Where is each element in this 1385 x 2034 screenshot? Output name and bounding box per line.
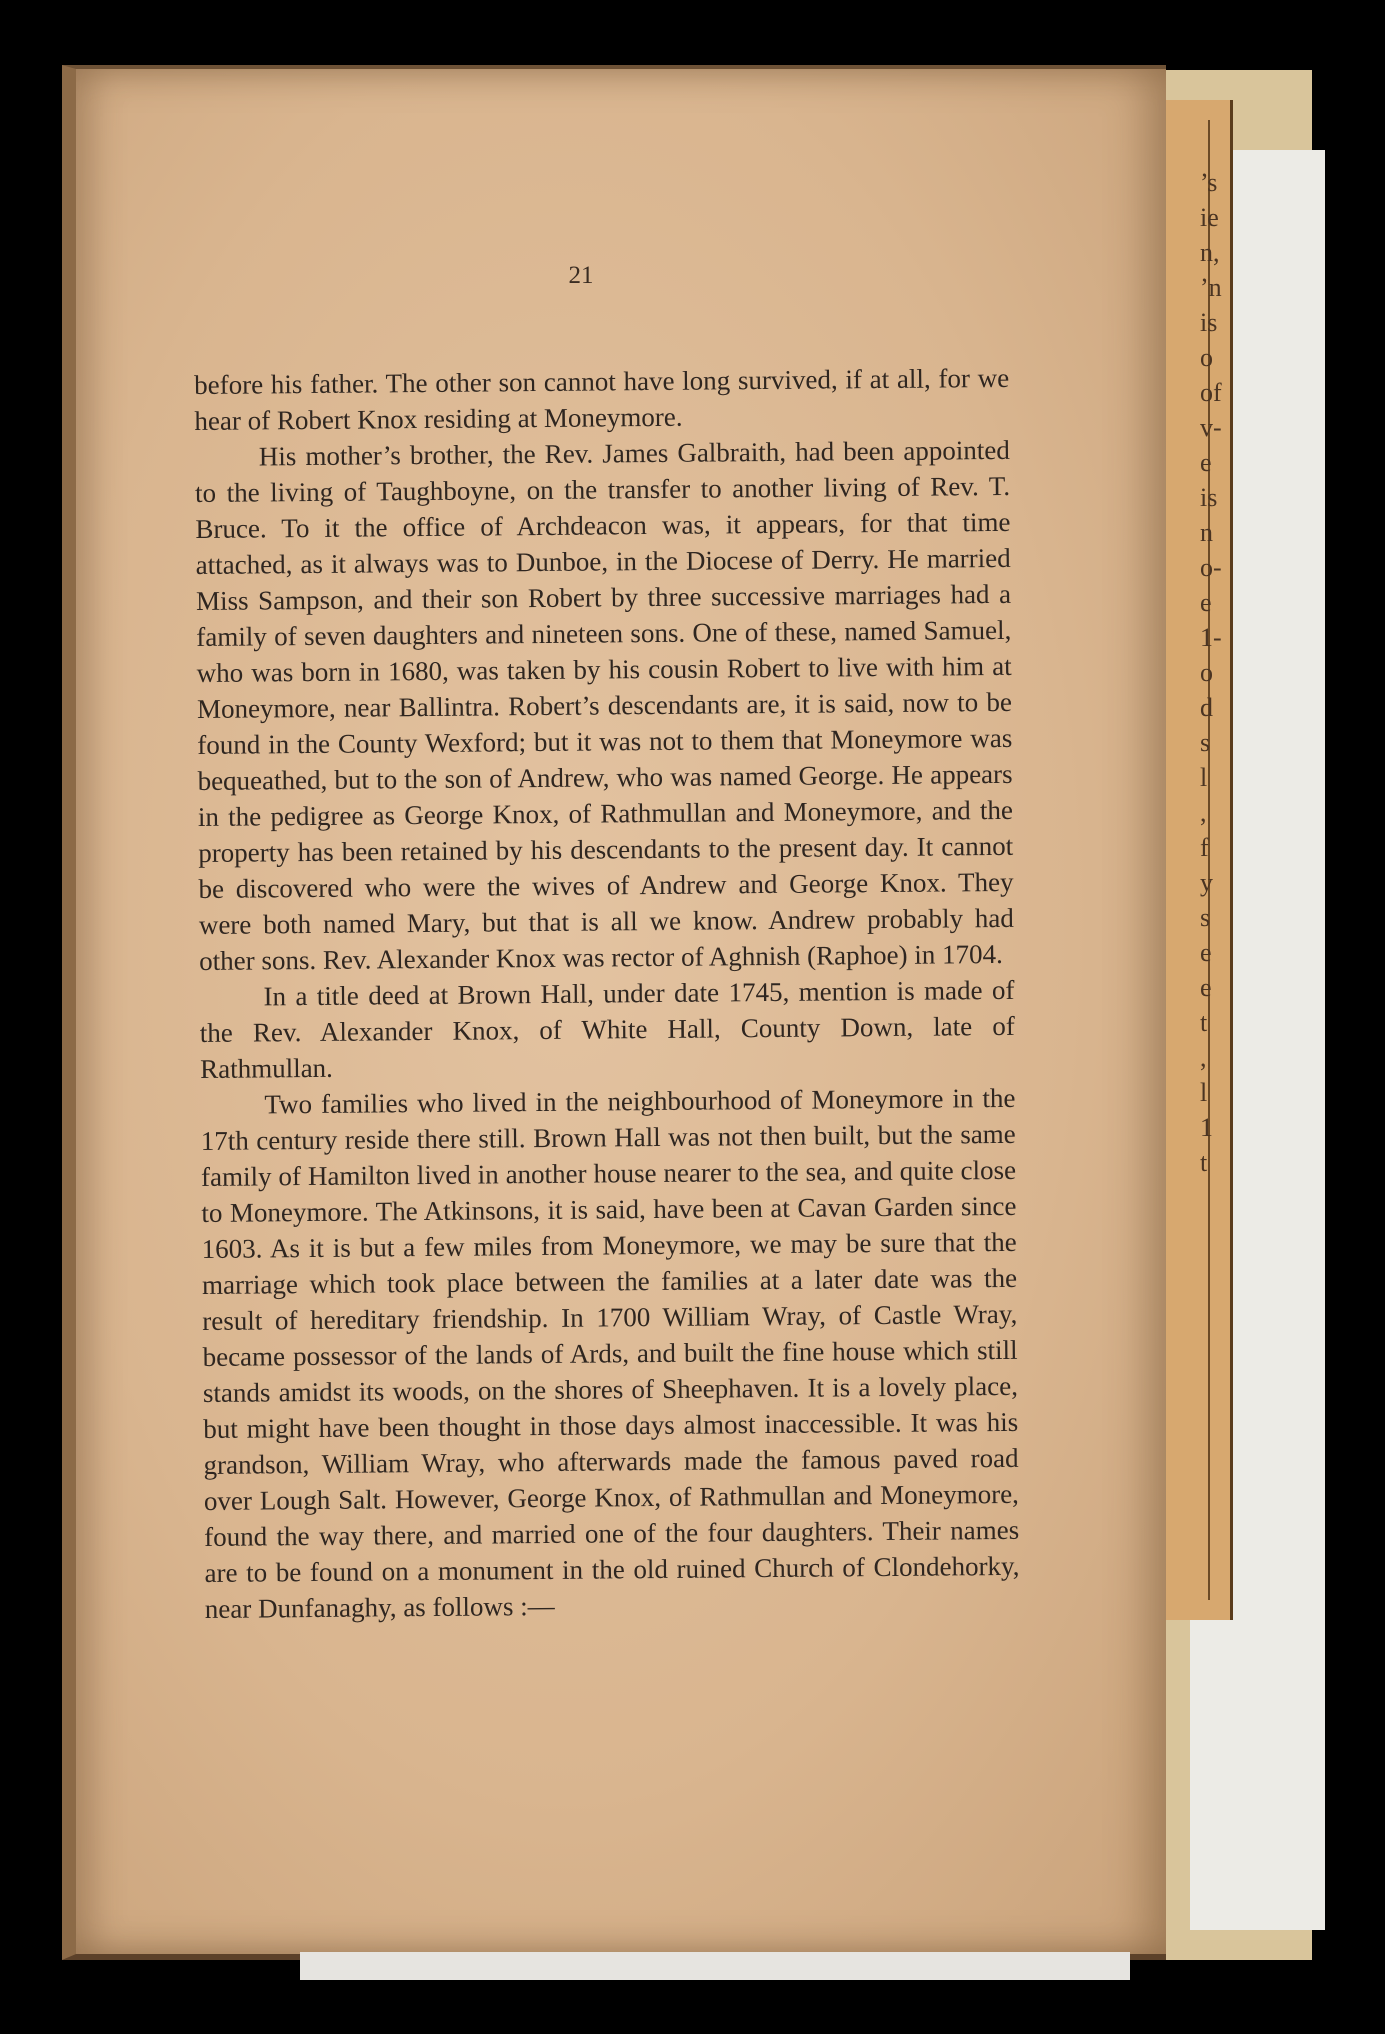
paragraph: before his father. The other son cannot have long survived, if at all, for we hear of Robert Knox residing at Moneymore. [194, 362, 1010, 436]
paragraph: In a title deed at Brown Hall, under date 1745, mention is made of the Rev. Alexander Knox, of White Hall, County Down, late of Rathmullan. [199, 974, 1015, 1084]
edge-fragment: l [1200, 763, 1208, 792]
edge-fragment: e [1200, 448, 1212, 477]
edge-fragment: n, [1200, 238, 1220, 267]
edge-fragment: , [1200, 798, 1207, 827]
edge-fragment: s [1200, 903, 1211, 932]
edge-fragment: o- [1200, 553, 1222, 582]
edge-fragment: 1 [1200, 1113, 1213, 1142]
bottom-paper-strip [300, 1952, 1130, 1980]
edge-fragment: v- [1200, 413, 1222, 442]
edge-fragment: , [1200, 1043, 1207, 1072]
edge-fragment: o [1200, 343, 1213, 372]
edge-fragment: t [1200, 1148, 1208, 1177]
edge-fragment: 1- [1200, 623, 1222, 652]
edge-text-fragments [1200, 165, 1240, 1180]
edge-fragment: of [1200, 378, 1222, 407]
edge-fragment: is [1200, 483, 1218, 512]
edge-fragment: is [1200, 308, 1218, 337]
edge-fragment: d [1200, 693, 1213, 722]
edge-fragment: l [1200, 1078, 1208, 1107]
edge-fragment: ’n [1200, 273, 1222, 302]
edge-fragment: y [1200, 868, 1213, 897]
paragraph: Two families who lived in the neighbourhood of Moneymore in the 17th century reside there still. Brown Hall was not then built, but the same family of Hamilton lived in another house nearer to the sea, and quite close to Moneymore. The Atkinsons, it is said, have been at Cavan Garden since 1603. As it is but a few miles from Moneymore, we may be sure that the marriage which took place between the families at a later date was the result of hereditary friendship. In 1700 William Wray, of Castle Wray, became possessor of the lands of Ards, and built the fine house which still stands amidst its woods, on the shores of Sheephaven. It is a lovely place, but might have been thought in those days almost inaccessible. It was his grandson, William Wray, who afterwards made the famous paved road over Lough Salt. However, George Knox, of Rathmullan and Moneymore, found the way there, and married one of the four daughters. Their names are to be found on a monument in the old ruined Church of Clondehorky, near Dunfanaghy, as follows :— [200, 1082, 1020, 1624]
page-number: 21 [568, 262, 594, 289]
edge-fragment: n [1200, 518, 1213, 547]
edge-fragment: e [1200, 938, 1212, 967]
edge-fragment: e [1200, 973, 1212, 1002]
edge-fragment: o [1200, 658, 1213, 687]
edge-fragment: s [1200, 728, 1211, 757]
edge-fragment: ’s [1200, 168, 1218, 197]
book-page [62, 65, 1166, 1960]
paragraph: His mother’s brother, the Rev. James Galbraith, had been appointed to the living of Taughboyne, on the transfer to another living of Rev. T. Bruce. To it the office of Archdeacon was, it appears, for that time attached, as it always was to Dunboe, in the Diocese of Derry. He married Miss Sampson, and their son Robert by three successive marriages had a family of seven daughters and nineteen sons. One of these, named Samuel, who was born in 1680, was taken by his cousin Robert to live with him at Moneymore, near Ballintra. Robert’s descendants are, it is said, now to be found in the County Wexford; but it was not to them that Moneymore was bequeathed, but to the son of Andrew, who was named George. He appears in the pedigree as George Knox, of Rathmullan and Moneymore, and the property has been retained by his descendants to the present day. It cannot be discovered who were the wives of Andrew and George Knox. They were both named Mary, but that is all we know. Andrew probably had other sons. Rev. Alexander Knox was rector of Aghnish (Raphoe) in 1704. [194, 434, 1014, 976]
page-body [194, 360, 1020, 1627]
edge-fragment: ie [1200, 203, 1219, 232]
edge-fragment: e [1200, 588, 1212, 617]
edge-fragment: t [1200, 1008, 1208, 1037]
edge-fragment: f [1200, 833, 1209, 862]
